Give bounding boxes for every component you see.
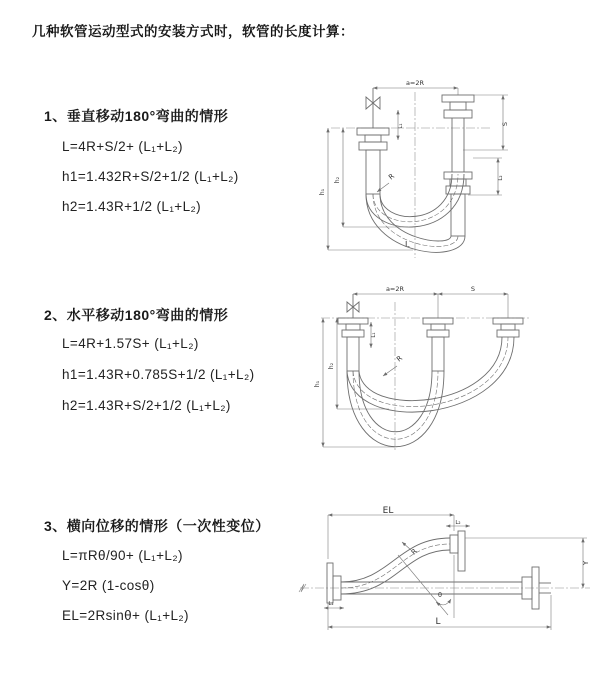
dim-label-r: R bbox=[387, 172, 397, 182]
dimension-lines bbox=[319, 79, 509, 250]
dim-label-h2: h₂ bbox=[328, 362, 335, 370]
dim-label-h1: h₁ bbox=[319, 188, 326, 196]
dim-label-l1: L₁ bbox=[328, 601, 334, 607]
left-hose-fitting bbox=[357, 128, 389, 194]
dim-label-el: EL bbox=[382, 506, 394, 516]
dim-label-s: S bbox=[470, 285, 476, 293]
dim-label-l: L bbox=[435, 617, 441, 627]
section-2-heading: 2、水平移动180°弯曲的情形 bbox=[44, 307, 229, 323]
dim-label-a2r: a=2R bbox=[405, 79, 425, 87]
left-hose-fitting bbox=[338, 318, 368, 371]
section-3-heading: 3、横向位移的情形（一次性变位） bbox=[44, 518, 270, 534]
displaced-hose-curve bbox=[341, 538, 450, 594]
dim-label-a2r: a=2R bbox=[385, 285, 405, 293]
dim-label-l: L bbox=[405, 240, 410, 249]
right-hose-fitting bbox=[442, 95, 474, 236]
valve-icon bbox=[366, 88, 380, 128]
dim-label-s: S bbox=[501, 121, 509, 127]
valve-icon bbox=[347, 294, 359, 318]
left-flange bbox=[327, 563, 341, 603]
centerlines bbox=[331, 92, 491, 258]
diagram-lateral-displacement bbox=[298, 505, 600, 650]
diagram-vertical-movement-180 bbox=[313, 70, 600, 262]
right-hose-fitting bbox=[493, 318, 523, 337]
section-3-formula-Y: Y=2R (1-cosθ) bbox=[62, 578, 155, 593]
upper-flange-displaced bbox=[450, 531, 465, 571]
section-3-formula-L: L=πRθ/90+ (L₁+L₂) bbox=[62, 548, 183, 563]
section-1-formula-L: L=4R+S/2+ (L₁+L₂) bbox=[62, 139, 183, 154]
dim-label-l2: L₂ bbox=[498, 175, 504, 181]
section-1-heading: 1、垂直移动180°弯曲的情形 bbox=[44, 108, 229, 124]
dim-label-r: R bbox=[409, 547, 419, 557]
document-title: 几种软管运动型式的安装方式时，软管的长度计算： bbox=[32, 24, 354, 39]
section-1-formula-h1: h1=1.432R+S/2+1/2 (L₁+L₂) bbox=[62, 169, 239, 184]
section-2-formula-L: L=4R+1.57S+ (L₁+L₂) bbox=[62, 336, 199, 351]
section-1-formula-h2: h2=1.43R+1/2 (L₁+L₂) bbox=[62, 199, 202, 214]
dim-label-theta: θ bbox=[438, 591, 442, 599]
dimension-lines bbox=[324, 506, 590, 630]
dim-label-l1: L₁ bbox=[371, 332, 377, 338]
dim-label-h2: h₂ bbox=[334, 176, 341, 184]
dim-label-h1: h₁ bbox=[314, 380, 321, 388]
section-2-formula-h2: h2=1.43R+S/2+1/2 (L₁+L₂) bbox=[62, 398, 231, 413]
section-2-formula-h1: h1=1.43R+0.785S+1/2 (L₁+L₂) bbox=[62, 367, 255, 382]
dim-label-r: R bbox=[395, 354, 405, 364]
dim-label-y: Y bbox=[582, 560, 590, 566]
middle-hose-fitting bbox=[423, 318, 453, 371]
dim-label-l1: L₁ bbox=[398, 123, 404, 129]
hose-curves bbox=[347, 337, 514, 447]
radius-callout bbox=[383, 354, 404, 376]
section-3-formula-EL: EL=2Rsinθ+ (L₁+L₂) bbox=[62, 608, 189, 623]
dim-label-l2: L₂ bbox=[455, 520, 461, 526]
diagram-horizontal-movement-180 bbox=[313, 282, 600, 457]
dimension-lines bbox=[314, 285, 508, 447]
angle-annotation bbox=[398, 555, 454, 618]
radius-callout bbox=[402, 542, 419, 556]
